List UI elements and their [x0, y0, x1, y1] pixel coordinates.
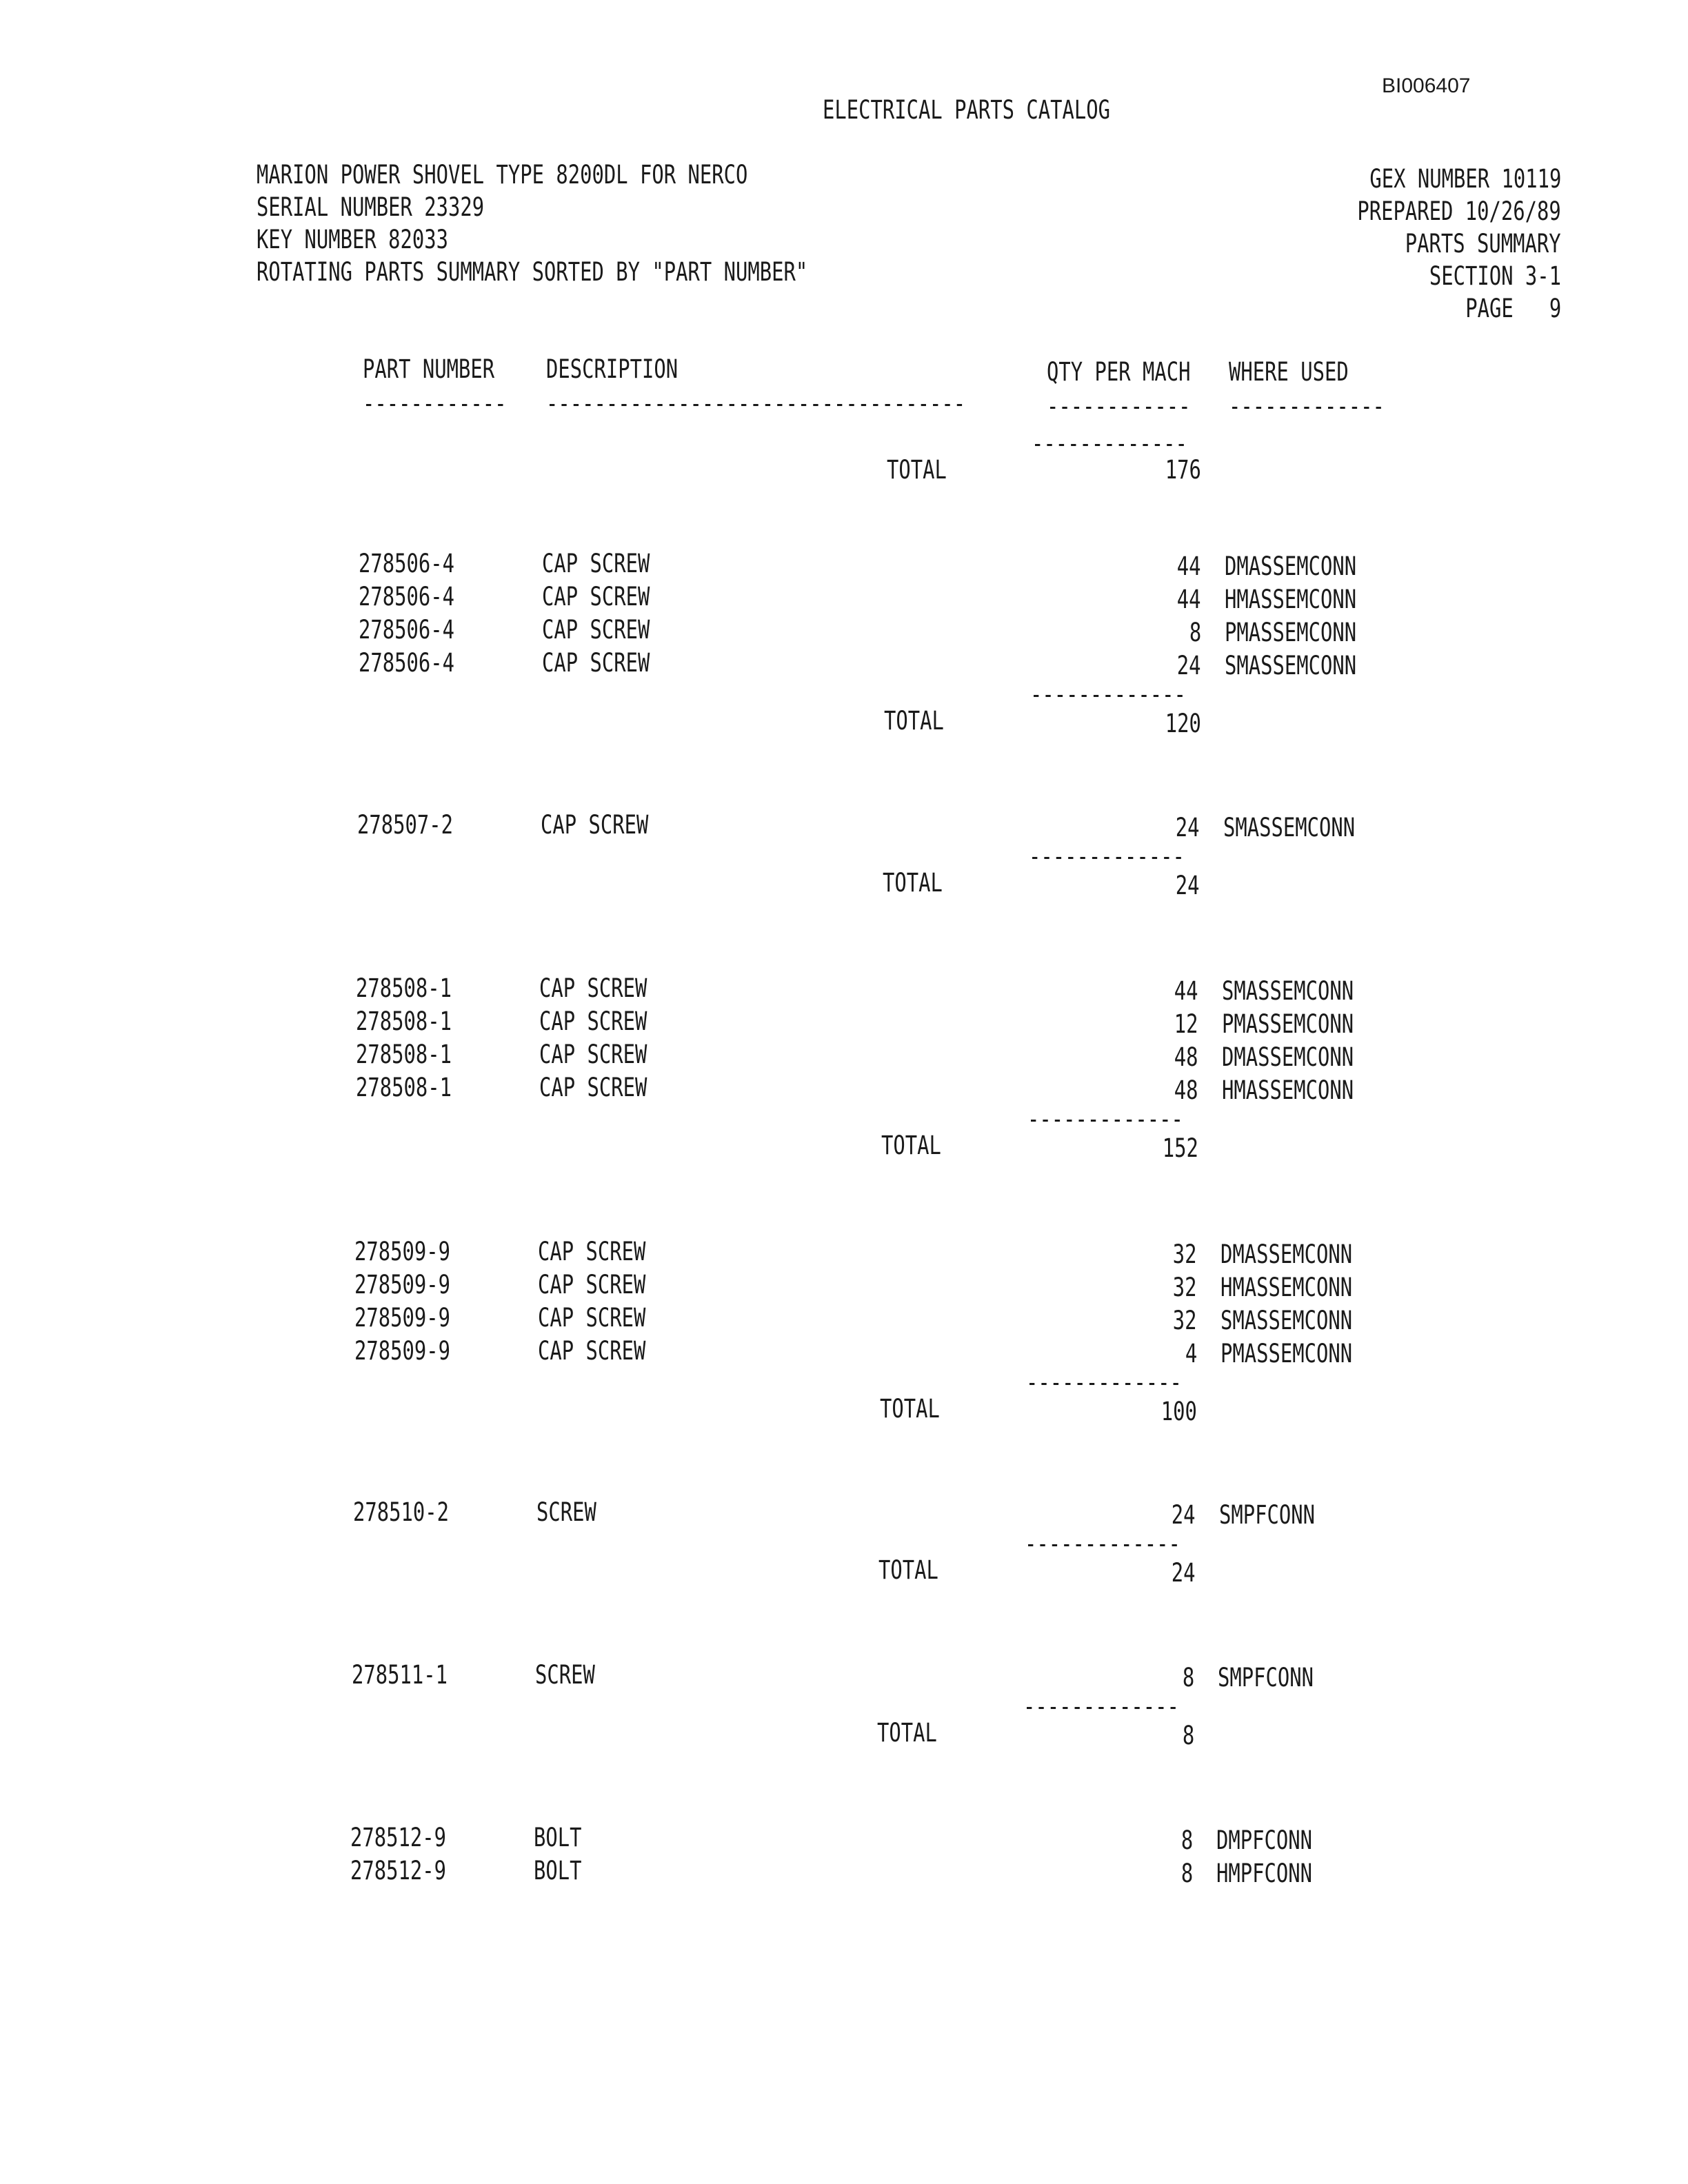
header-right-line: PREPARED 10/26/89	[1357, 196, 1561, 226]
description-cell: CAP SCREW	[539, 1007, 647, 1036]
part-number-cell: 278509-9	[354, 1336, 451, 1366]
qty-cell: 48	[1174, 1042, 1198, 1072]
header-left-line: MARION POWER SHOVEL TYPE 8200DL FOR NERCO	[257, 160, 748, 190]
column-rule: ------------	[1047, 392, 1191, 421]
total-rule: -------------	[1023, 1692, 1179, 1721]
total-value: 152	[1162, 1133, 1198, 1163]
header-left-line: SERIAL NUMBER 23329	[257, 192, 485, 222]
description-cell: BOLT	[534, 1856, 582, 1885]
qty-cell: 32	[1173, 1240, 1197, 1269]
description-cell: CAP SCREW	[539, 1040, 647, 1069]
description-cell: CAP SCREW	[542, 648, 650, 678]
total-label: TOTAL	[884, 706, 944, 736]
where-used-cell: DMASSEMCONN	[1222, 1042, 1354, 1072]
total-rule: -------------	[1030, 680, 1186, 709]
part-number-cell: 278506-4	[359, 648, 455, 678]
part-number-cell: 278510-2	[353, 1497, 450, 1527]
where-used-cell: DMASSEMCONN	[1220, 1240, 1353, 1269]
part-number-cell: 278509-9	[354, 1237, 451, 1266]
total-rule: -------------	[1027, 1104, 1183, 1134]
description-cell: SCREW	[536, 1497, 596, 1527]
document-id: BI006407	[1382, 74, 1471, 97]
total-label: TOTAL	[877, 1718, 937, 1748]
part-number-cell: 278506-4	[359, 582, 455, 611]
part-number-cell: 278511-1	[352, 1660, 448, 1690]
part-number-cell: 278509-9	[354, 1270, 451, 1300]
description-cell: CAP SCREW	[542, 549, 650, 578]
total-rule: -------------	[1032, 429, 1187, 458]
where-used-cell: HMASSEMCONN	[1222, 1075, 1354, 1105]
qty-cell: 4	[1185, 1339, 1197, 1368]
description-cell: BOLT	[534, 1823, 582, 1852]
description-cell: CAP SCREW	[538, 1270, 646, 1300]
total-value: 24	[1172, 1558, 1196, 1588]
part-number-cell: 278509-9	[354, 1303, 451, 1333]
qty-cell: 44	[1177, 585, 1201, 614]
qty-cell: 24	[1172, 1500, 1196, 1530]
part-number-cell: 278508-1	[356, 1040, 452, 1069]
where-used-cell: SMASSEMCONN	[1220, 1306, 1353, 1335]
header-left-line: ROTATING PARTS SUMMARY SORTED BY "PART NUMBER"	[257, 257, 808, 287]
description-cell: CAP SCREW	[542, 582, 650, 611]
total-value: 8	[1182, 1721, 1194, 1750]
part-number-cell: 278506-4	[359, 615, 455, 645]
qty-cell: 8	[1180, 1859, 1193, 1888]
total-rule: -------------	[1026, 1368, 1182, 1397]
where-used-cell: PMASSEMCONN	[1225, 618, 1357, 647]
column-rule: -------------	[1229, 392, 1385, 421]
header-right-line: SECTION 3-1	[1429, 261, 1561, 291]
total-label: TOTAL	[887, 455, 947, 485]
where-used-cell: SMASSEMCONN	[1225, 651, 1357, 680]
total-rule: -------------	[1029, 842, 1185, 871]
header-left-line: KEY NUMBER 82033	[257, 225, 449, 254]
catalog-title: ELECTRICAL PARTS CATALOG	[823, 95, 1111, 125]
where-used-cell: SMPFCONN	[1218, 1663, 1314, 1692]
qty-cell: 8	[1189, 618, 1201, 647]
total-value: 120	[1165, 709, 1201, 738]
description-cell: SCREW	[535, 1660, 595, 1690]
column-heading-where-used: WHERE USED	[1229, 357, 1349, 387]
qty-cell: 8	[1182, 1663, 1194, 1692]
total-label: TOTAL	[880, 1394, 940, 1424]
column-rule: ------------	[363, 389, 507, 418]
total-label: TOTAL	[881, 1131, 941, 1160]
total-label: TOTAL	[883, 868, 943, 898]
part-number-cell: 278512-9	[350, 1856, 447, 1885]
where-used-cell: HMASSEMCONN	[1225, 585, 1357, 614]
where-used-cell: DMASSEMCONN	[1225, 552, 1357, 581]
where-used-cell: DMPFCONN	[1216, 1826, 1313, 1855]
qty-cell: 48	[1174, 1075, 1198, 1105]
total-value: 100	[1160, 1397, 1197, 1426]
column-heading-qty: QTY PER MACH	[1047, 357, 1191, 387]
qty-cell: 44	[1177, 552, 1201, 581]
part-number-cell: 278508-1	[356, 1073, 452, 1102]
qty-cell: 24	[1176, 813, 1200, 842]
where-used-cell: PMASSEMCONN	[1220, 1339, 1353, 1368]
total-label: TOTAL	[878, 1555, 938, 1585]
qty-cell: 24	[1177, 651, 1201, 680]
where-used-cell: SMASSEMCONN	[1222, 976, 1354, 1006]
part-number-cell: 278507-2	[357, 810, 454, 840]
part-number-cell: 278508-1	[356, 1007, 452, 1036]
qty-cell: 12	[1174, 1009, 1198, 1039]
total-rule: -------------	[1025, 1529, 1180, 1559]
description-cell: CAP SCREW	[538, 1237, 646, 1266]
where-used-cell: HMPFCONN	[1216, 1859, 1313, 1888]
qty-cell: 32	[1173, 1306, 1197, 1335]
description-cell: CAP SCREW	[538, 1336, 646, 1366]
column-heading-part-number: PART NUMBER	[363, 354, 495, 384]
qty-cell: 8	[1180, 1826, 1193, 1855]
total-value: 176	[1165, 455, 1201, 485]
part-number-cell: 278512-9	[350, 1823, 447, 1852]
description-cell: CAP SCREW	[538, 1303, 646, 1333]
header-right-line: GEX NUMBER 10119	[1369, 164, 1561, 194]
column-heading-description: DESCRIPTION	[546, 354, 679, 384]
qty-cell: 44	[1174, 976, 1198, 1006]
header-right-line: PAGE 9	[1465, 294, 1561, 323]
description-cell: CAP SCREW	[539, 973, 647, 1003]
where-used-cell: HMASSEMCONN	[1220, 1273, 1353, 1302]
part-number-cell: 278506-4	[359, 549, 455, 578]
description-cell: CAP SCREW	[542, 615, 650, 645]
qty-cell: 32	[1173, 1273, 1197, 1302]
column-rule: -----------------------------------	[546, 389, 966, 418]
where-used-cell: PMASSEMCONN	[1222, 1009, 1354, 1039]
description-cell: CAP SCREW	[541, 810, 649, 840]
where-used-cell: SMPFCONN	[1219, 1500, 1316, 1530]
total-value: 24	[1176, 871, 1200, 900]
where-used-cell: SMASSEMCONN	[1223, 813, 1356, 842]
header-right-line: PARTS SUMMARY	[1405, 229, 1561, 259]
description-cell: CAP SCREW	[539, 1073, 647, 1102]
part-number-cell: 278508-1	[356, 973, 452, 1003]
